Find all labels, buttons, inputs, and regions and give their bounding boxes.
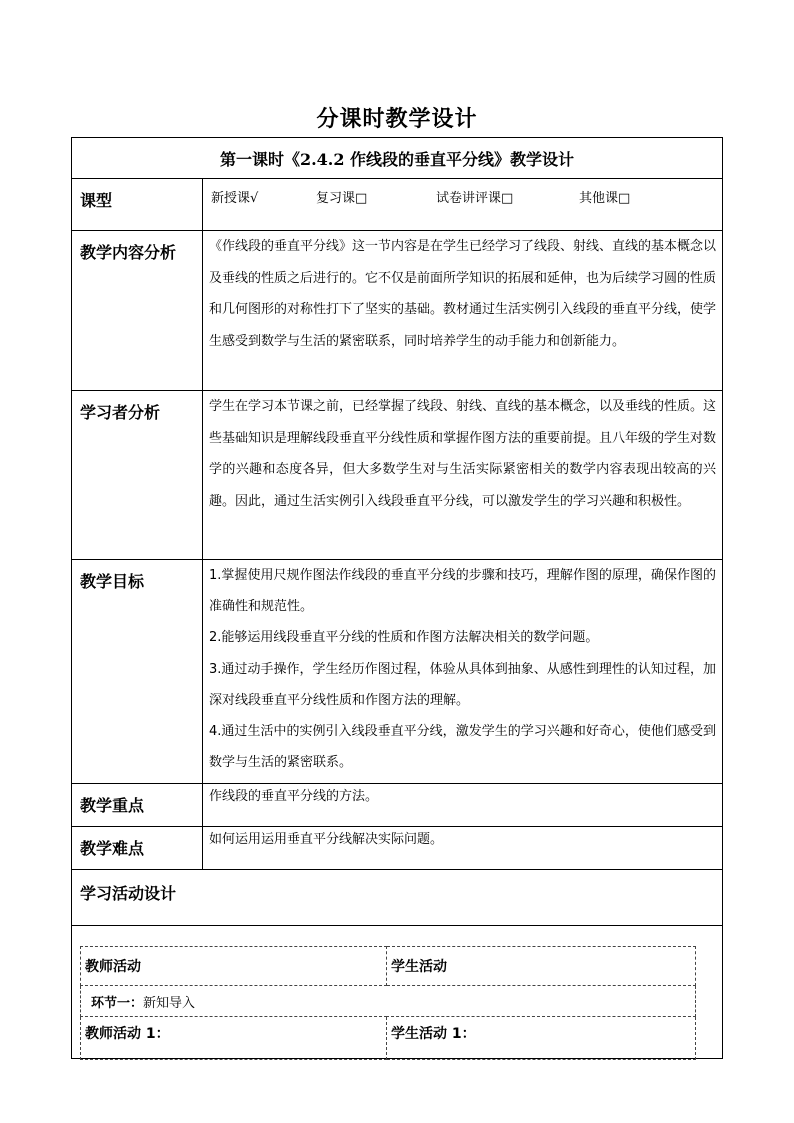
content-analysis-label: 教学内容分析: [72, 231, 203, 391]
segment-label: 环节一：: [91, 995, 144, 1011]
type-option-exam-review: 试卷讲评课□: [436, 191, 514, 206]
teacher-activity-1: 教师活动 1：: [81, 1017, 387, 1060]
goal-item: 1.掌握使用尺规作图法作线段的垂直平分线的步骤和技巧，理解作图的原理，确保作图的准确性和规范性。: [209, 568, 716, 615]
content-analysis-text: 《作线段的垂直平分线》这一节内容是在学生已经学习了线段、射线、直线的基本概念以及垂线的性质之后进行的。它不仅是前面所学知识的拓展和延伸，也为后续学习圆的性质和几何图形的对称性打下了坚实的基础。教材通过生活实例引入线段的垂直平分线，使学生感受到数学与生活的紧密联系，同时培养学生的动手能力和创新能力。: [203, 231, 723, 391]
goal-item: 4.通过生活中的实例引入线段垂直平分线，激发学生的学习兴趣和好奇心，使他们感受到数学与生活的紧密联系。: [209, 724, 716, 771]
difficulty-label: 教学难点: [72, 827, 203, 870]
activity-design-label: 学习活动设计: [72, 870, 723, 926]
lesson-type-label: 课型: [72, 179, 203, 231]
lesson-title: 第一课时《2.4.2 作线段的垂直平分线》教学设计: [72, 138, 723, 179]
type-option-new: 新授课√: [211, 191, 259, 206]
activity-design-header-row: [72, 870, 723, 926]
lesson-design-table: [71, 137, 723, 1059]
teaching-goals-row: [72, 560, 723, 784]
learner-analysis-row: [72, 391, 723, 560]
student-activity-header: 学生活动: [387, 947, 696, 986]
key-point-row: [72, 784, 723, 827]
type-option-review: 复习课□: [316, 191, 368, 206]
lesson-type-row: [72, 179, 723, 231]
goal-item: 3.通过动手操作，学生经历作图过程，体验从具体到抽象、从感性到理性的认知过程，加深对线段垂直平分线性质和作图方法的理解。: [209, 661, 716, 708]
segment-row: [81, 986, 696, 1017]
goal-item: 2.能够运用线段垂直平分线的性质和作图方法解决相关的数学问题。: [209, 630, 599, 646]
teaching-goals-label: 教学目标: [72, 560, 203, 784]
activity-table: [80, 946, 696, 1060]
content-analysis-row: [72, 231, 723, 391]
difficulty-row: [72, 827, 723, 870]
teaching-goals-list: [203, 560, 723, 784]
type-option-other: 其他课□: [579, 191, 631, 206]
student-activity-1: 学生活动 1：: [387, 1017, 696, 1060]
activity-design-row: [72, 926, 723, 1059]
key-point-label: 教学重点: [72, 784, 203, 827]
teacher-activity-header: 教师活动: [81, 947, 387, 986]
learner-analysis-text: 学生在学习本节课之前，已经掌握了线段、射线、直线的基本概念，以及垂线的性质。这些基础知识是理解线段垂直平分线性质和掌握作图方法的重要前提。且八年级的学生对数学的兴趣和态度各异，但大多数学生对与生活实际紧密相关的数学内容表现出较高的兴趣。因此，通过生活实例引入线段垂直平分线，可以激发学生的学习兴趣和积极性。: [203, 391, 723, 560]
difficulty-text: 如何运用运用垂直平分线解决实际问题。: [203, 827, 723, 870]
key-point-text: 作线段的垂直平分线的方法。: [203, 784, 723, 827]
lesson-type-options: [203, 179, 722, 221]
page-title: 分课时教学设计: [316, 106, 478, 132]
learner-analysis-label: 学习者分析: [72, 391, 203, 560]
segment-name: 新知导入: [143, 995, 196, 1011]
